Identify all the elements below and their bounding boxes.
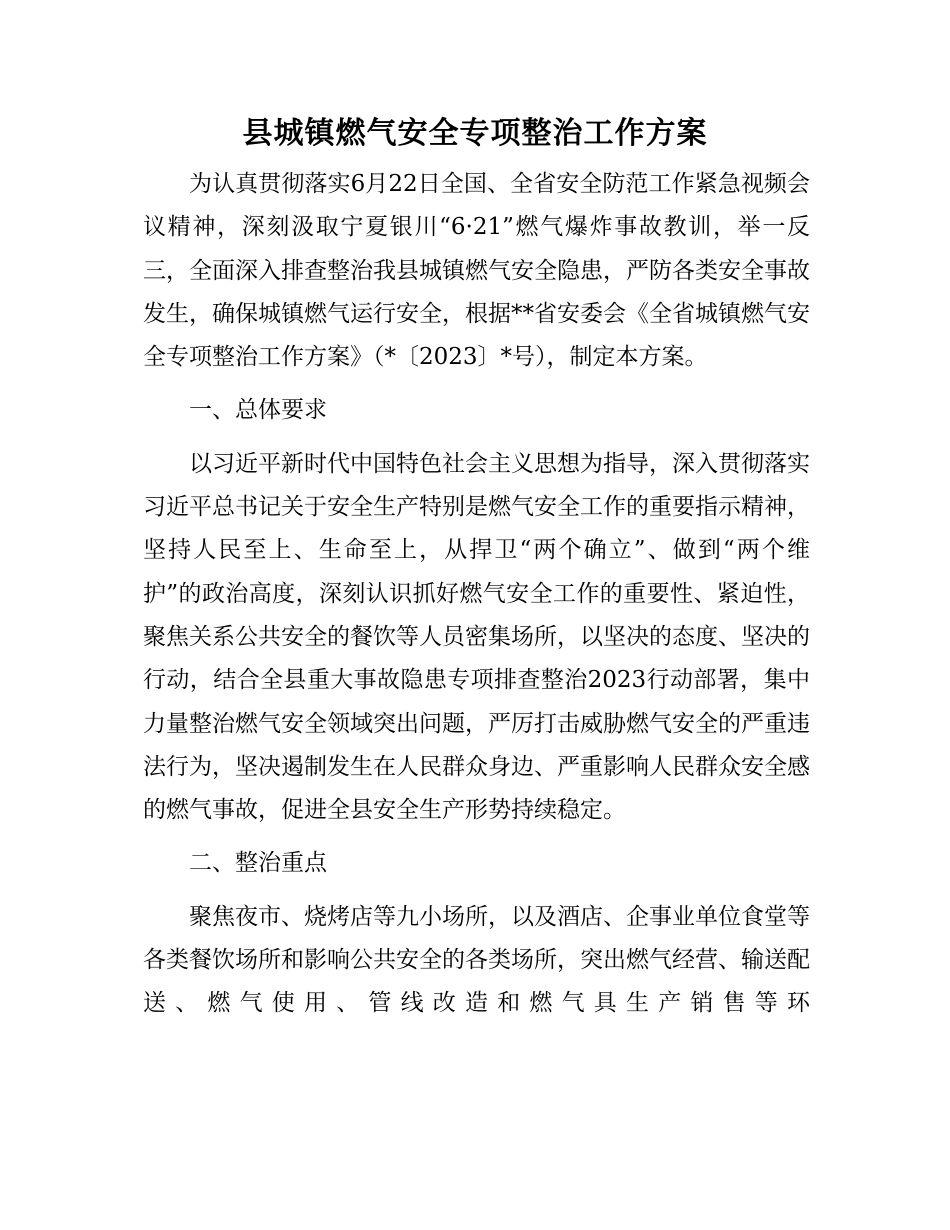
spacer (143, 886, 810, 896)
spacer (143, 379, 810, 389)
document-body (143, 163, 810, 1026)
section-heading-general-requirements: 一、总体要求 (189, 397, 327, 424)
section-paragraph-general-requirements: 以习近平新时代中国特色社会主义思想为指导，深入贯彻落实习近平总书记关于安全生产特别是燃气安全工作的重要指示精神，坚持人民至上、生命至上，从捍卫“两个确立”、做到“两个维护”的政治高度，深刻认识抓好燃气安全工作的重要性、紧迫性，聚焦关系公共安全的餐饮等人员密集场所，以坚决的态度、坚决的行动，结合全县重大事故隐患专项排查整治2023行动部署，集中力量整治燃气安全领域突出问题，严厉打击威胁燃气安全的严重违法行为，坚决遏制发生在人民群众身边、严重影响人民群众安全感的燃气事故，促进全县安全生产形势持续稳定。 (143, 450, 810, 824)
intro-paragraph: 为认真贯彻落实6月22日全国、全省安全防范工作紧急视频会议精神，深刻汲取宁夏银川“6·21”燃气爆炸事故教训，举一反三，全面深入排查整治我县城镇燃气安全隐患，严防各类安全事故发生，确保城镇燃气运行安全，根据**省安委会《全省城镇燃气安全专项整治工作方案》（*〔2023〕*号），制定本方案。 (143, 171, 810, 371)
spacer (143, 832, 810, 842)
section-heading-rectification-focus: 二、整治重点 (189, 850, 327, 877)
document-title: 县城镇燃气安全专项整治工作方案 (242, 116, 708, 151)
section-paragraph-rectification-focus: 聚焦夜市、烧烤店等九小场所，以及酒店、企事业单位食堂等各类餐饮场所和影响公共安全的各类场所，突出燃气经营、输送配送、燃气使用、管线改造和燃气具生产销售等环 (143, 903, 810, 1017)
spacer (143, 433, 810, 443)
